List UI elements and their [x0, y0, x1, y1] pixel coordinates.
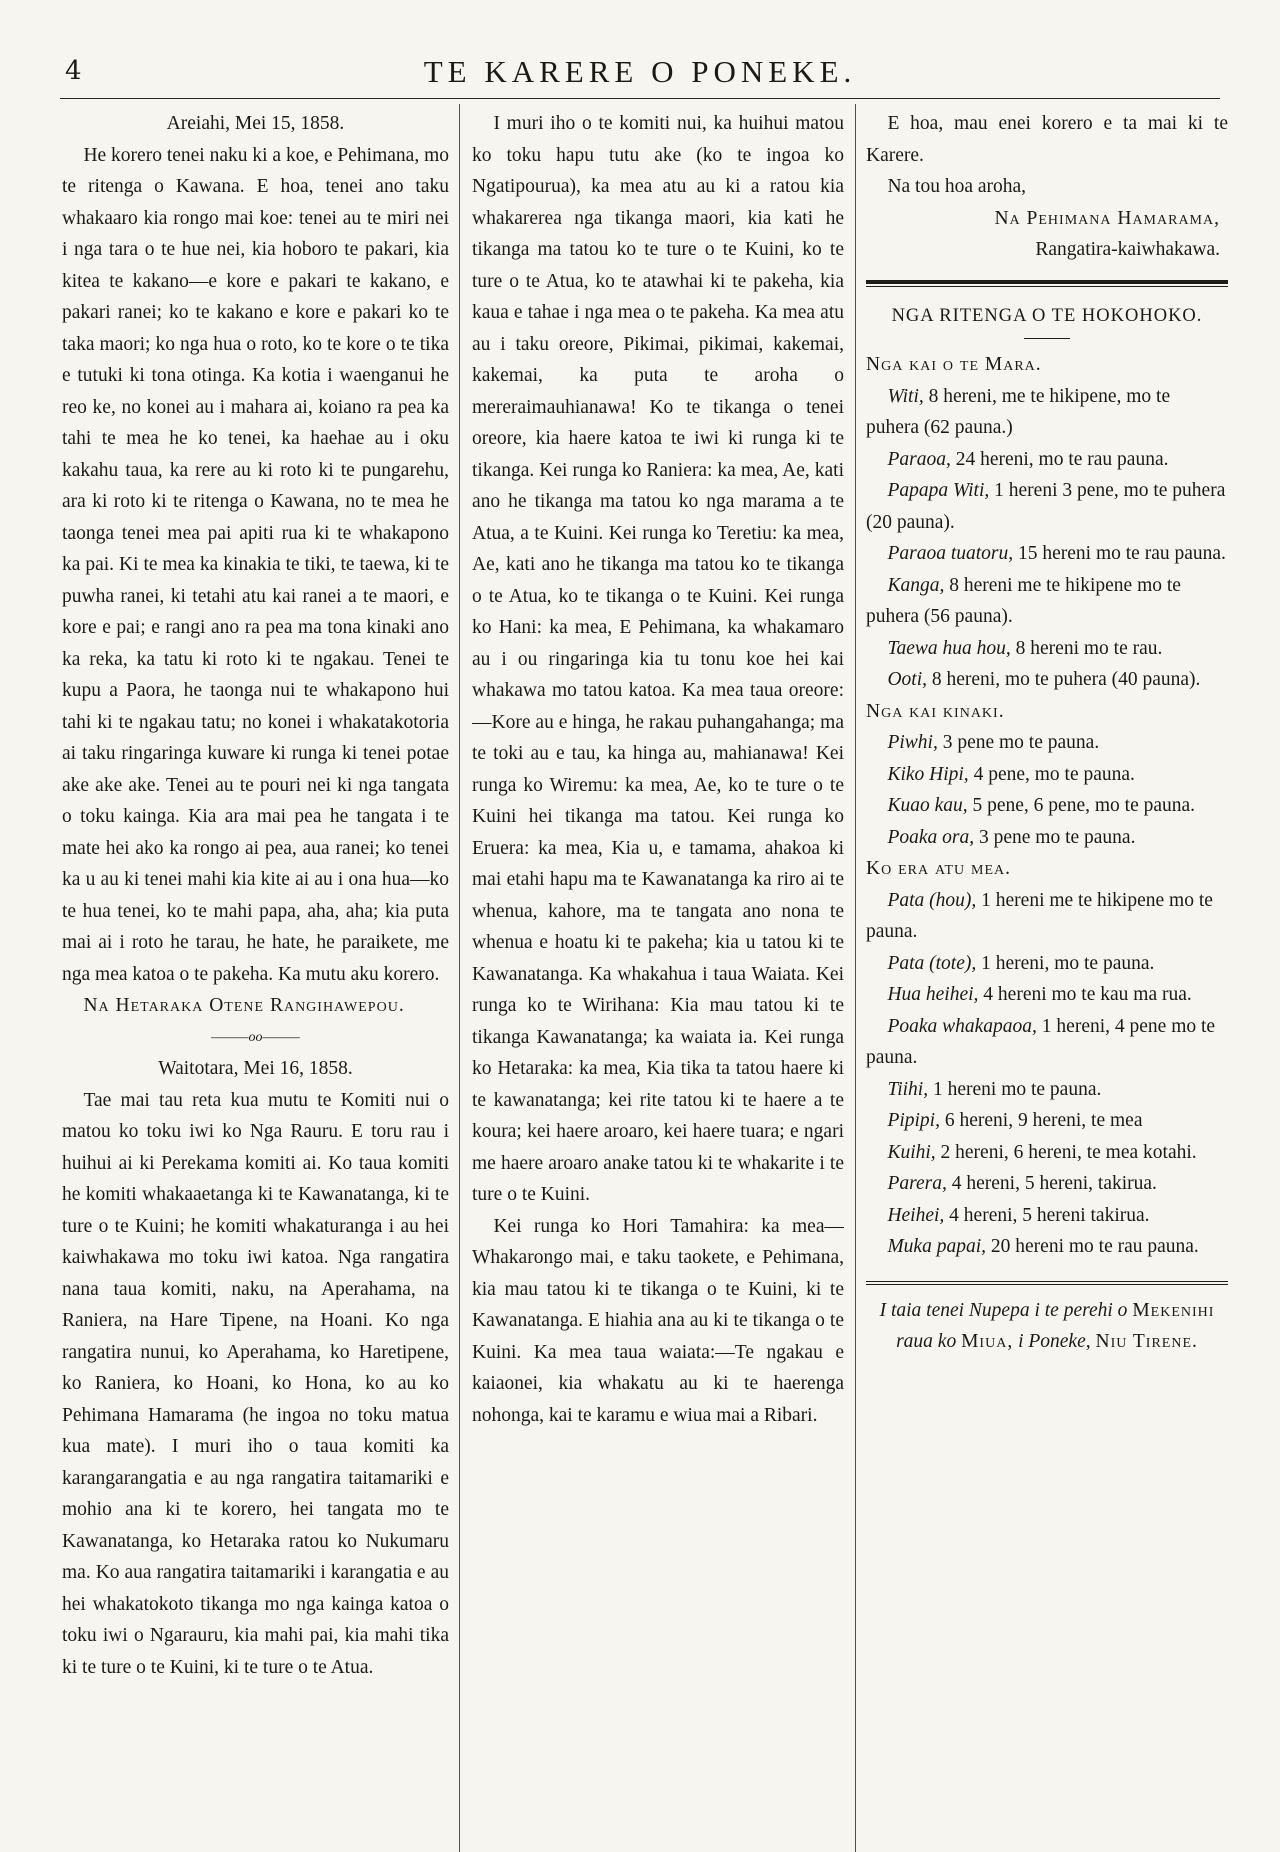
- imprint: [866, 1295, 1228, 1358]
- imprint-printer-2: Miua,: [961, 1331, 1014, 1352]
- market-price-item: [866, 633, 1228, 665]
- market-category-heading: Ko era atu mea.: [866, 858, 1012, 879]
- market-price-item: [866, 822, 1228, 854]
- market-item-price: 5 pene, 6 pene, mo te pauna.: [967, 795, 1196, 816]
- letter2-paragraph-4: E hoa, mau enei korero e ta mai ki te Karere.: [866, 113, 1228, 166]
- imprint-place: i Poneke,: [1018, 1331, 1091, 1352]
- market-price-item: [866, 790, 1228, 822]
- imprint-country: Niu Tirene.: [1095, 1331, 1198, 1352]
- column-divider: [459, 104, 460, 1852]
- market-category-heading: Nga kai kinaki.: [866, 700, 1005, 722]
- market-item-name: Taewa hua hou,: [887, 637, 1011, 659]
- market-price-item: [866, 475, 1228, 538]
- market-price-item: [866, 759, 1228, 791]
- imprint-text-1: I taia tenei Nupepa i te perehi o: [879, 1299, 1128, 1321]
- market-item-name: Kanga,: [887, 574, 945, 596]
- newspaper-title: TE KARERE O PONEKE.: [423, 54, 857, 89]
- market-item-price: 1 hereni 3 pene, mo te puhera (20 pauna).: [866, 480, 1226, 533]
- market-item-name: Paraoa,: [887, 448, 951, 470]
- letter1-dateline: Areiahi, Mei 15, 1858.: [166, 113, 345, 134]
- market-item-price: 24 hereni, mo te rau pauna.: [950, 448, 1169, 470]
- market-price-item: [866, 538, 1228, 570]
- market-price-item: [866, 1231, 1228, 1263]
- market-heading-rule: [1024, 338, 1070, 339]
- section-rule-heavy: [866, 280, 1228, 284]
- imprint-text-2: raua ko: [896, 1331, 957, 1352]
- market-price-list: [866, 349, 1228, 1263]
- market-item-price: 6 hereni, 9 hereni, te mea: [939, 1110, 1143, 1131]
- column-1: [62, 108, 449, 1852]
- market-item-name: Kiko Hipi,: [887, 763, 969, 785]
- imprint-printer-1: Mekenihi: [1132, 1299, 1215, 1321]
- market-price-item: [866, 1011, 1228, 1074]
- market-item-name: Piwhi,: [887, 732, 938, 753]
- market-item-name: Papapa Witi,: [887, 480, 990, 501]
- market-item-price: 15 hereni mo te rau pauna.: [1013, 543, 1226, 564]
- market-price-item: [866, 885, 1228, 948]
- market-price-item: [866, 727, 1228, 759]
- market-price-item: [866, 570, 1228, 633]
- letter2-signature-title: Rangatira-kaiwhakawa.: [1035, 239, 1220, 260]
- column-3: [866, 108, 1228, 1852]
- imprint-rule-thin: [866, 1284, 1228, 1285]
- market-item-name: Kuihi,: [887, 1141, 936, 1163]
- letter2-paragraph-3: Kei runga ko Hori Tamahira: ka mea—Whakarongo mai, e taku taokete, e Pehimana, kia mau tatou ki te tikanga o te Kuini, ki te Kawanatanga. E hiahia ana au ki te tikanga o te Kuini. Ka mea taua waiata:—Te ngakau e kaiaonei, kia whakatu au ki te haerenga nohonga, kai te karamu e wiua mai a Ribari.: [472, 1215, 844, 1426]
- market-item-price: 20 hereni mo te rau pauna.: [986, 1236, 1199, 1257]
- masthead: [60, 50, 1220, 94]
- market-price-item: [866, 1168, 1228, 1200]
- market-item-price: 1 hereni, mo te pauna.: [976, 952, 1155, 974]
- market-item-name: Witi,: [887, 385, 924, 407]
- market-item-name: Pata (tote),: [887, 952, 977, 974]
- market-item-name: Pipipi,: [887, 1110, 940, 1131]
- market-item-price: 4 hereni mo te kau ma rua.: [978, 984, 1192, 1005]
- market-item-price: 8 hereni, mo te puhera (40 pauna).: [926, 669, 1201, 690]
- market-item-price: 1 hereni me te hikipene mo te pauna.: [866, 889, 1213, 942]
- market-item-price: 1 hereni, 4 pene mo te pauna.: [866, 1015, 1216, 1068]
- market-price-item: [866, 381, 1228, 444]
- market-item-price: 4 hereni, 5 hereni takirua.: [944, 1204, 1150, 1226]
- market-item-name: Pata (hou),: [887, 889, 977, 911]
- market-price-item: [866, 1200, 1228, 1232]
- header-rule: [60, 98, 1220, 99]
- market-item-name: Tiihi,: [887, 1078, 929, 1100]
- market-price-item: [866, 1105, 1228, 1137]
- market-item-name: Hua heihei,: [887, 984, 979, 1005]
- section-divider: ———oo———: [211, 1029, 300, 1045]
- market-item-price: 4 hereni, 5 hereni, takirua.: [946, 1173, 1157, 1194]
- letter2-paragraph-1: Tae mai tau reta kua mutu te Komiti nui o matou ko toku iwi ko Nga Rauru. E toru rau i huihui ai ki Perekama komiti ai. Ko taua komiti he komiti whakaaetanga ki te Kawanatanga, ki te ture o te Kuini; he komiti whakaturanga i au hei kaiwhakawa mo toku iwi katoa. Nga rangatira nana taua komiti, naku, na Aperahama, na Raniera, na Hare Tipene, na Hoani. Ko nga rangatira nunui, ko Aperahama, ko Haretipene, ko Raniera, ko Hoani, ko Hona, ko au ko Pehimana Hamarama (he ingoa no toku matua kua mate). I muri iho o taua komiti ka karangarangatia e au nga rangatira taitamariki e mohio ana ki te korero, hei tangata mo te Kawanatanga, ko Hetaraka ratou ko Nukumaru ma. Ko aua rangatira taitamariki i karangatia e au hei whakatokoto tikanga mo nga kainga katoa o toku iwi o Ngarauru, kia mahi pai, kia mahi tika ki te ture o te Kuini, ki te ture o te Atua.: [62, 1089, 449, 1678]
- market-price-item: [866, 1137, 1228, 1169]
- market-price-item: [866, 444, 1228, 476]
- market-item-name: Paraoa tuatoru,: [887, 543, 1014, 564]
- letter2-paragraph-2: I muri iho o te komiti nui, ka huihui matou ko toku hapu tutu ake (ko te ingoa ko Ngatipourua), ka mea atu au ki a ratou kia whakarerea nga tikanga maori, kia kati he tikanga ma tatou ko te ture o te Kuini, ko te ture o te Atua, ko te atawhai ki te pakeha, kia kaua e tahae i nga mea o te pakeha. Ka mea atu au i taku oreore, Pikimai, pikimai, kakemai, kakemai, ka puta te aroha o mereraimauhianawa! Ko te tikanga o tenei oreore, kia haere katoa te iwi ki runga ki te tikanga. Kei runga ko Raniera: ka mea, Ae, kati ano he tikanga ma tatou ko nga marama a te Atua, a te Kuini. Kei runga ko Teretiu: ka mea, Ae, kati ano he tikanga ma tatou ko te tikanga o te Atua, ko te tikanga o te Kuini. Kei runga ko Hani: ka mea, E Pehimana, ka whakamaro au i ou ringaringa kia tu tonu koe hei kai whakawa mo tatou katoa. Ka mea taua oreore:—Kore au e hinga, he rakau puhangahanga; ma te toki au e tau, ka hinga au, mahianawa! Kei runga ko Wiremu: ka mea, Ae, ko te ture o te Kuini hei tikanga ma tatou. Kei runga ko Eruera: ka mea, Kia u, e tamama, ahakoa ki mai etahi hapu ma te Kawanatanga ka riro ai te whenua, kahore, ma te tangata ano nona te whenua e hoatu ki te pakeha; kia u tatou ki te Kawanatanga. Ka whakahua i taua Waiata. Kei runga ko te Wirihana: Kia mau tatou ki te tikanga Kawanatanga; ka waiata ia. Kei runga ko Hetaraka: ka mea, Kia tika ta tatou haere ki te kawanatanga; kei rite tatou ki te haere a te koura; kei haere aroaro, kei haere tuara; e ngari me haere aroaro anake tatou ki te whakarite i te ture o te Kuini.: [472, 113, 844, 1205]
- market-item-price: 8 hereni mo te rau.: [1010, 637, 1163, 659]
- market-price-item: [866, 979, 1228, 1011]
- market-price-item: [866, 948, 1228, 980]
- market-item-name: Parera,: [887, 1173, 947, 1194]
- column-2: [472, 108, 844, 1852]
- letter1-signature: Na Hetaraka Otene Rangihawepou.: [83, 995, 405, 1016]
- market-item-name: Muka papai,: [887, 1236, 987, 1257]
- market-item-price: 2 hereni, 6 hereni, te mea kotahi.: [935, 1141, 1197, 1163]
- market-item-price: 3 pene mo te pauna.: [937, 732, 1100, 753]
- market-item-price: 1 hereni mo te pauna.: [928, 1078, 1102, 1100]
- letter1-body: He korero tenei naku ki a koe, e Pehimana, mo te ritenga o Kawana. E hoa, tenei ano taku whakaaro kia rongo mai koe: tenei au te miri nei i nga tara o te hue nei, kia hoboro te pakari, kia kitea te kakano—e kore e pakari te kakano, e pakari ranei; ko te kakano e kore e pakari ko te taka maori; ko nga hua o roto, ko te kore o te tika e tutuki ki tona otinga. Ka kotia i waenganui he reo ke, no konei au i mahara ai, koiano ra pea ka tahi te mea he ko tenei, ka haehae au i oku kakahu taua, ka rere au ki roto ki te pungarehu, ara ki roto ki te ritenga o Kawana, no te mea he taonga tenei mea pai apiti rua ki te whakapono ka pai. Ki te mea ka kinakia te tiki, te taewa, ki te puwha ranei, ki tetahi atu kai ranei a te maori, e kore e pai; e rangi ano ra pea ma tona kinaki ano ka reka, ka tatu ki roto ki te ngakau. Tenei te kupu a Paora, he taonga nui te whakapono hui tahi ki te ngakau tatu; no konei i whakatakotoria ai taku ringaringa kuware ki runga ki tenei potae ake ake ake. Tenei au te pouri nei ki nga tangata o toku kainga. Kia ara mai pea he tangata i te mate hei ako ka rongo ai pea, aua ranei; ko tenei ka u au ki tenei mahi kia kite ai au i ona hua—ko te hua tenei, ko te mahi papa, aha, aha; kia puta mai ai i roto he tarau, he hate, he paraikete, me nga mea katoa o te pakeha. Ka mutu aku korero.: [62, 144, 449, 985]
- market-item-name: Poaka whakapaoa,: [887, 1015, 1037, 1037]
- letter2-closing: Na tou hoa aroha,: [887, 176, 1027, 197]
- market-item-name: Poaka ora,: [887, 826, 975, 848]
- letter2-signature-name: Na Pehimana Hamarama,: [994, 207, 1220, 229]
- imprint-rule-heavy: [866, 1281, 1228, 1282]
- column-divider: [855, 104, 856, 1852]
- market-item-price: 4 pene, mo te pauna.: [968, 763, 1135, 785]
- market-item-price: 8 hereni me te hikipene mo te puhera (56 pauna).: [866, 574, 1181, 627]
- market-category-heading: Nga kai o te Mara.: [866, 354, 1042, 375]
- market-price-item: [866, 664, 1228, 696]
- market-price-item: [866, 1074, 1228, 1106]
- page-number: 4: [65, 56, 82, 86]
- market-item-name: Heihei,: [887, 1204, 945, 1226]
- letter2-dateline: Waitotara, Mei 16, 1858.: [158, 1058, 353, 1079]
- section-rule-thin: [866, 286, 1228, 287]
- market-item-name: Ooti,: [887, 669, 927, 690]
- divider-mark: oo: [248, 1029, 263, 1045]
- market-heading: NGA RITENGA O TE HOKOHOKO.: [891, 305, 1203, 326]
- market-item-price: 8 hereni, me te hikipene, mo te puhera (62 pauna.): [866, 385, 1171, 438]
- market-item-name: Kuao kau,: [887, 795, 968, 816]
- market-item-price: 3 pene mo te pauna.: [974, 826, 1136, 848]
